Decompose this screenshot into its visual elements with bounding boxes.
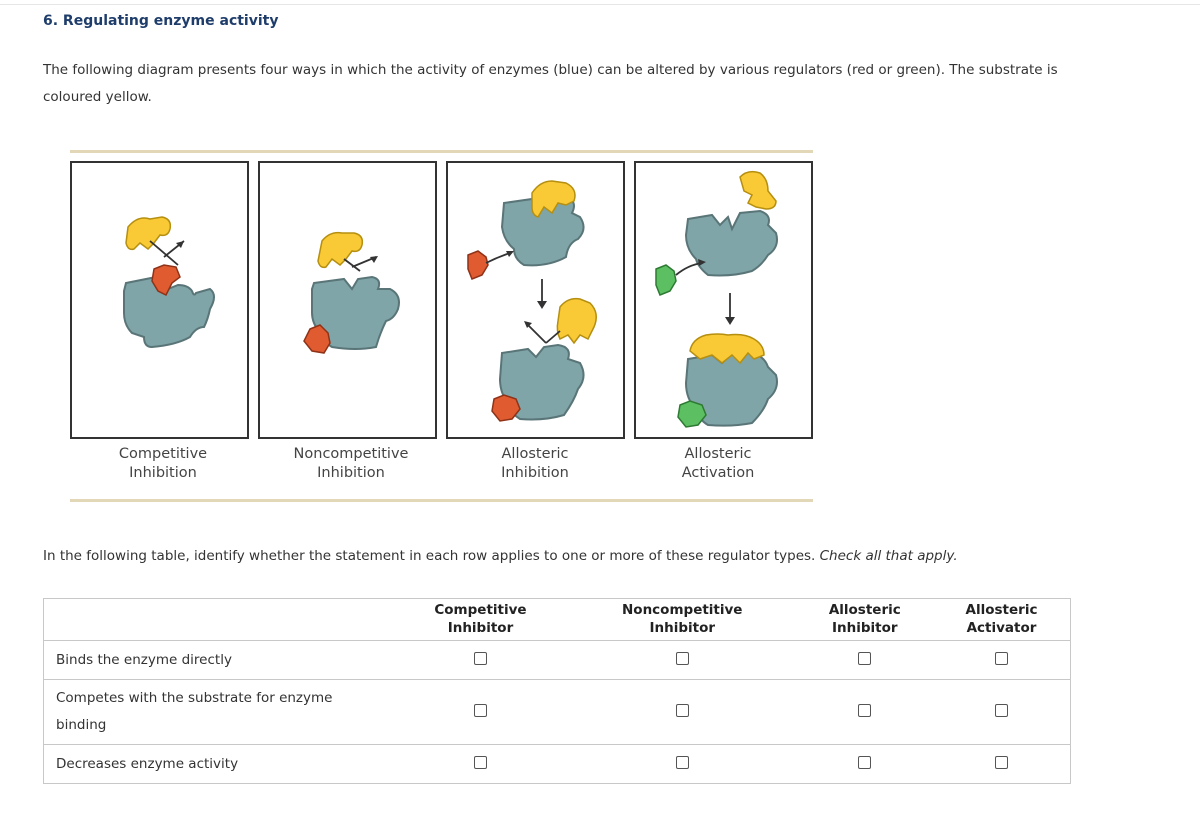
competitive-inhibition-illustration <box>72 163 247 437</box>
row-statement: Decreases enzyme activity <box>44 745 394 784</box>
arrow-head <box>725 317 735 325</box>
checkbox-noncompetitive-inhibitor[interactable] <box>676 704 689 717</box>
checkbox-noncompetitive-inhibitor[interactable] <box>676 756 689 769</box>
checkbox-allosteric-activator[interactable] <box>995 652 1008 665</box>
header-allosteric-inhibitor: Allosteric Inhibitor <box>797 599 933 641</box>
table-row <box>44 680 1071 745</box>
top-divider <box>0 4 1200 5</box>
panel-label-allosteric-inhibition: Allosteric Inhibition <box>501 446 569 481</box>
diagram-top-rule <box>70 150 813 153</box>
table-instructions: In the following table, identify whether the statement in each row applies to one or more of these regulator types. Check all that apply. <box>43 548 958 564</box>
allosteric-activation-illustration <box>636 163 811 437</box>
panel-allosteric-activation <box>634 161 813 439</box>
checkbox-allosteric-inhibitor[interactable] <box>858 652 871 665</box>
panel-noncompetitive-inhibition <box>258 161 437 439</box>
row-statement: Binds the enzyme directly <box>44 641 394 680</box>
activator-free-shape <box>656 265 676 295</box>
inhibitor-free-shape <box>468 251 488 279</box>
substrate-bottom-shape <box>557 299 596 343</box>
table-row <box>44 641 1071 680</box>
curved-arrow <box>486 253 510 263</box>
noncompetitive-inhibition-illustration <box>260 163 435 437</box>
checkbox-allosteric-activator[interactable] <box>995 756 1008 769</box>
header-competitive-inhibitor: Competitive Inhibitor <box>393 599 568 641</box>
blocked-arrow <box>526 323 560 343</box>
panel-label-noncompetitive: Noncompetitive Inhibition <box>293 446 409 481</box>
activator-bound-shape <box>678 401 706 427</box>
checkbox-allosteric-inhibitor[interactable] <box>858 756 871 769</box>
panel-label-competitive: Competitive Inhibition <box>118 446 208 481</box>
substrate-bound-shape <box>690 334 764 363</box>
regulator-table <box>43 598 1071 784</box>
question-title: 6. Regulating enzyme activity <box>43 13 279 29</box>
allosteric-inhibition-illustration <box>448 163 623 437</box>
substrate-shape <box>126 217 170 249</box>
panel-competitive-inhibition <box>70 161 249 439</box>
checkbox-allosteric-inhibitor[interactable] <box>858 704 871 717</box>
check-all-note: Check all that apply. <box>819 548 958 564</box>
diagram-bottom-rule <box>70 499 813 502</box>
row-statement: Competes with the substrate for enzyme binding <box>44 680 394 745</box>
substrate-free-shape <box>740 172 776 209</box>
substrate-shape <box>318 233 362 268</box>
table-header-row <box>44 599 1071 641</box>
panel-allosteric-inhibition <box>446 161 625 439</box>
checkbox-competitive-inhibitor[interactable] <box>474 652 487 665</box>
arrow-head <box>537 301 547 309</box>
checkbox-allosteric-activator[interactable] <box>995 704 1008 717</box>
checkbox-competitive-inhibitor[interactable] <box>474 704 487 717</box>
panel-label-allosteric-activation: Allosteric Activation <box>681 446 755 481</box>
table-row <box>44 745 1071 784</box>
checkbox-noncompetitive-inhibitor[interactable] <box>676 652 689 665</box>
enzyme-top-shape <box>686 211 777 276</box>
question-intro: The following diagram presents four ways in which the activity of enzymes (blue) can be altered by various regulators (red or green). The substrate is coloured yellow. <box>43 62 1058 105</box>
header-noncompetitive-inhibitor: Noncompetitive Inhibitor <box>568 599 797 641</box>
checkbox-competitive-inhibitor[interactable] <box>474 756 487 769</box>
blocked-arrow <box>344 257 376 271</box>
header-allosteric-activator: Allosteric Activator <box>933 599 1070 641</box>
header-empty <box>44 599 394 641</box>
